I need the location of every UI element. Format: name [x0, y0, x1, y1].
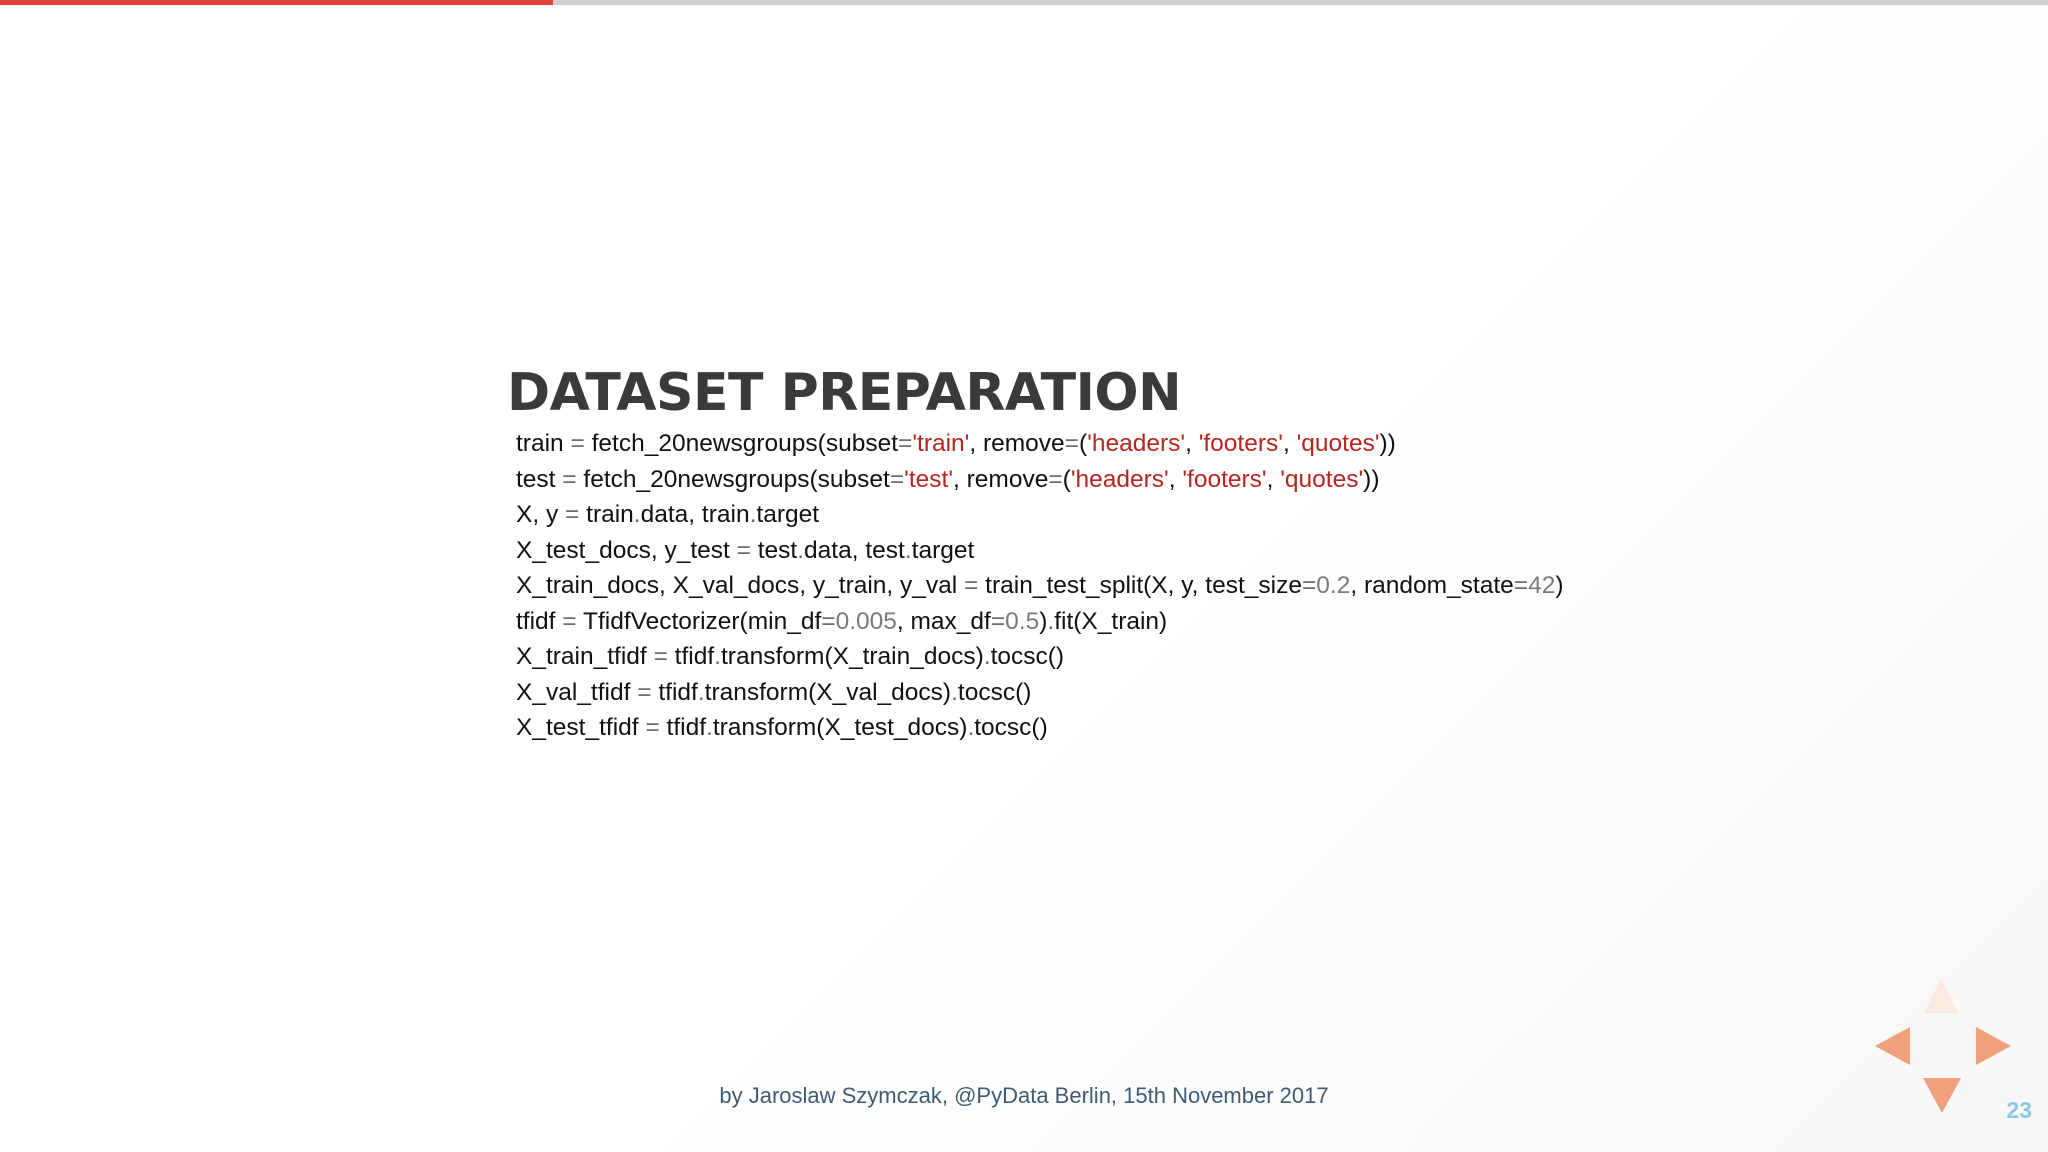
- code-operator: =: [1301, 572, 1317, 599]
- slide-number: 23: [2006, 1097, 2032, 1123]
- code-token: (: [1078, 430, 1088, 457]
- code-line: [516, 675, 1564, 711]
- code-operator: =: [645, 714, 660, 741]
- code-operator: .: [983, 643, 991, 670]
- code-token: , remove: [969, 430, 1065, 457]
- progress-bar-fill: [0, 0, 553, 5]
- code-string: 'quotes': [1296, 430, 1380, 457]
- code-operator: =: [653, 643, 668, 670]
- code-operator: =: [565, 501, 580, 528]
- code-token: test: [516, 465, 563, 493]
- code-number: 0.005: [835, 607, 897, 635]
- code-operator: .: [797, 536, 805, 564]
- code-operator: =: [562, 607, 577, 635]
- code-token: ,: [1168, 465, 1183, 493]
- code-operator: .: [749, 501, 757, 528]
- code-string: 'train': [912, 430, 970, 457]
- code-token: target: [756, 501, 820, 528]
- code-line: [516, 710, 1564, 746]
- code-operator: =: [637, 678, 652, 706]
- code-token: train: [579, 501, 634, 528]
- code-operator: .: [951, 678, 958, 706]
- code-token: )): [1379, 430, 1396, 457]
- code-token: X_val_tfidf: [516, 678, 638, 706]
- code-string: 'test': [904, 465, 954, 493]
- code-line: [516, 426, 1564, 462]
- code-operator: .: [697, 678, 705, 706]
- code-token: fetch_20newsgroups(subset: [584, 430, 899, 457]
- code-line: [516, 497, 1564, 533]
- code-line: [516, 533, 1564, 569]
- code-line: [516, 639, 1564, 675]
- code-token: transform(X_train_docs): [720, 643, 984, 670]
- code-token: data, test: [804, 536, 905, 564]
- code-token: X_test_docs, y_test: [516, 536, 737, 564]
- code-line: [516, 604, 1564, 640]
- code-token: , remove: [953, 465, 1049, 493]
- code-operator: .: [1047, 607, 1055, 635]
- code-string: 'headers': [1087, 430, 1186, 457]
- code-operator: .: [904, 536, 912, 564]
- arrow-right-icon[interactable]: [1976, 1027, 2011, 1065]
- code-token: ,: [1282, 430, 1297, 457]
- code-string: 'footers': [1198, 430, 1283, 457]
- code-token: tocsc(): [990, 643, 1065, 670]
- code-token: transform(X_test_docs): [712, 714, 968, 741]
- code-token: tfidf: [667, 643, 715, 670]
- code-operator: .: [633, 501, 641, 528]
- arrow-up-icon[interactable]: [1924, 978, 1958, 1013]
- code-number: 0.2: [1316, 572, 1351, 599]
- code-operator: .: [967, 714, 975, 741]
- code-token: fit(X_train): [1054, 607, 1168, 635]
- code-string: 'quotes': [1280, 465, 1364, 493]
- code-token: X_train_docs, X_val_docs, y_train, y_val: [516, 572, 965, 599]
- code-line: [516, 568, 1564, 604]
- code-operator: =: [964, 572, 979, 599]
- code-operator: =: [1048, 465, 1063, 493]
- code-operator: =: [1513, 572, 1529, 599]
- code-token: TfidfVectorizer(min_df: [576, 607, 822, 635]
- code-operator: =: [990, 607, 1006, 635]
- slide-title: DATASET PREPARATION: [507, 363, 1182, 423]
- code-token: ,: [1266, 465, 1281, 493]
- code-line: [516, 462, 1564, 498]
- code-token: tfidf: [651, 678, 698, 706]
- code-token: X, y: [516, 501, 566, 528]
- code-token: )): [1363, 465, 1380, 493]
- code-token: , max_df: [896, 607, 991, 635]
- code-token: ): [1555, 572, 1564, 599]
- slide-footer: by Jaroslaw Szymczak, @PyData Berlin, 15th November 2017: [719, 1083, 1329, 1108]
- code-token: transform(X_val_docs): [704, 678, 952, 706]
- code-token: test: [750, 536, 798, 564]
- code-token: X_train_tfidf: [516, 643, 654, 670]
- code-string: 'headers': [1070, 465, 1169, 493]
- arrow-down-icon[interactable]: [1923, 1078, 1961, 1113]
- code-token: train: [516, 430, 571, 457]
- code-token: ): [1039, 607, 1048, 635]
- code-token: (: [1062, 465, 1071, 493]
- code-token: tfidf: [516, 607, 563, 635]
- code-number: 0.5: [1005, 607, 1040, 635]
- code-operator: =: [736, 536, 751, 564]
- code-token: data, train: [640, 501, 750, 528]
- code-token: fetch_20newsgroups(subset: [576, 465, 890, 493]
- code-operator: =: [1064, 430, 1079, 457]
- arrow-left-icon[interactable]: [1875, 1027, 1910, 1065]
- code-operator: =: [570, 430, 585, 457]
- code-operator: .: [706, 714, 713, 741]
- code-operator: =: [889, 465, 905, 493]
- code-token: X_test_tfidf: [516, 714, 646, 741]
- code-string: 'footers': [1182, 465, 1267, 493]
- code-token: , random_state: [1350, 572, 1514, 599]
- code-token: train_test_split(X, y, test_size: [978, 572, 1302, 599]
- code-number: 42: [1528, 572, 1556, 599]
- code-block: [516, 426, 1564, 746]
- code-token: ,: [1185, 430, 1199, 457]
- code-operator: =: [821, 607, 836, 635]
- code-token: target: [911, 536, 975, 564]
- code-token: tocsc(): [974, 714, 1048, 741]
- code-operator: .: [714, 643, 721, 670]
- code-operator: =: [562, 465, 577, 493]
- code-token: tocsc(): [957, 678, 1032, 706]
- code-operator: =: [898, 430, 913, 457]
- progress-bar: [0, 0, 2048, 5]
- code-token: tfidf: [659, 714, 706, 741]
